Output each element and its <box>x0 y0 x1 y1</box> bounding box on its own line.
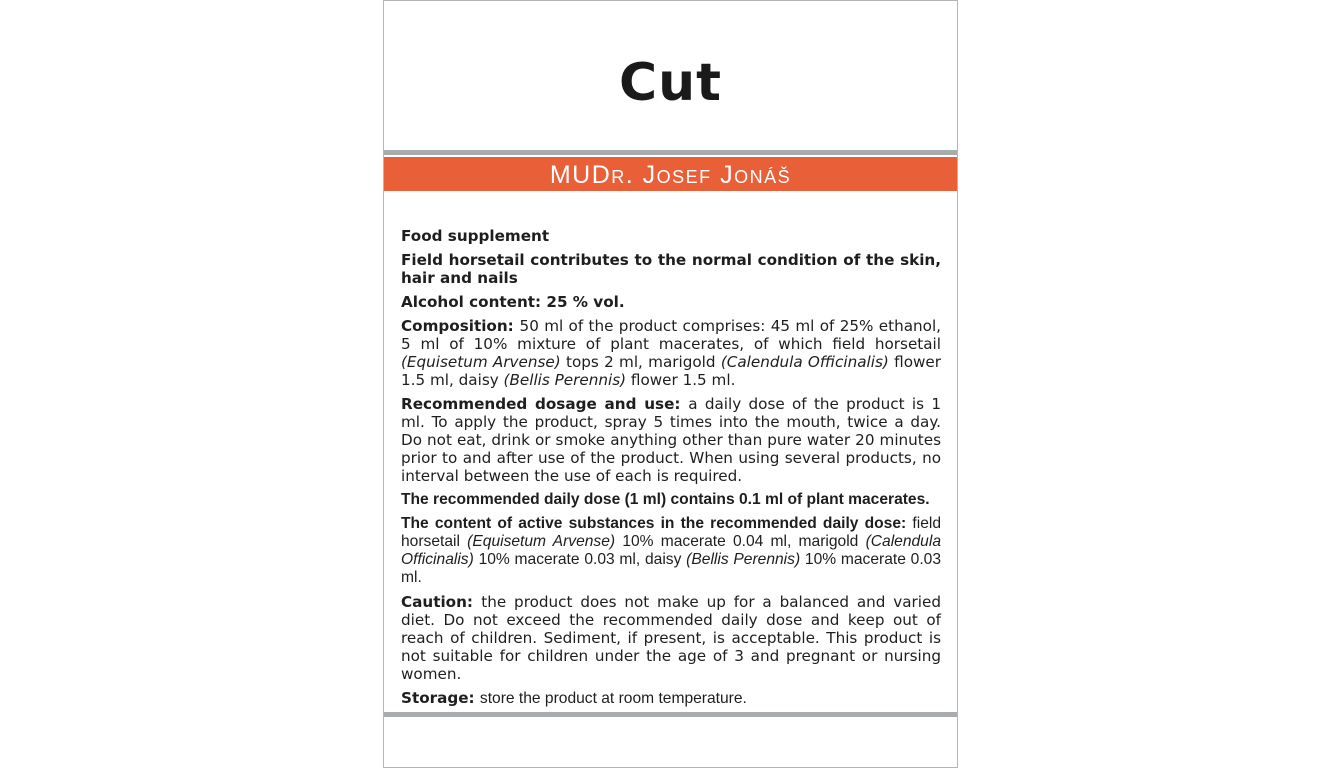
divider-bottom <box>384 712 957 717</box>
label-paragraph <box>401 515 941 587</box>
brand-banner: MUDr. Josef Jonáš <box>384 157 957 191</box>
label-paragraph <box>401 317 941 389</box>
paragraph-text: (Calendula Officinalis) <box>720 353 889 371</box>
label-paragraph <box>401 491 941 509</box>
paragraph-heading: Storage: <box>401 689 480 707</box>
divider-top <box>384 150 957 155</box>
paragraph-text: a daily dose of the product is 1 ml. To apply the product, spray 5 times into the mouth, twice a day. Do not eat, drink or smoke anything other than pure water 20 minutes prior to and after use of the product. When using several products, no interval between the use of each is required. <box>401 395 941 485</box>
paragraph-text: 10% macerate 0.04 ml, marigold <box>615 533 866 550</box>
paragraph-text: field horsetail <box>401 515 941 550</box>
paragraph-heading: The content of active substances in the recommended daily dose: <box>401 515 913 532</box>
paragraph-heading: The recommended daily dose (1 ml) contains 0.1 ml of plant macerates. <box>401 491 930 508</box>
paragraph-text: the product does not make up for a balanced and varied diet. Do not exceed the recommended daily dose and keep out of reach of children. Sediment, if present, is acceptable. This product is not suitable for children under the age of 3 and pregnant or nursing women. <box>401 593 941 683</box>
paragraph-text: flower 1.5 ml, daisy <box>401 353 941 389</box>
paragraph-text: tops 2 ml, marigold <box>560 353 721 371</box>
label-paragraph <box>401 251 941 287</box>
label-text <box>401 227 941 714</box>
paragraph-text: (Bellis Perennis) <box>503 371 627 389</box>
paragraph-text: (Equisetum Arvense) <box>401 353 561 371</box>
label-paragraph <box>401 593 941 683</box>
paragraph-text: store the product at room temperature. <box>479 690 747 707</box>
paragraph-text: 10% macerate 0.03 ml. <box>401 551 942 586</box>
paragraph-text: (Bellis Perennis) <box>686 551 801 568</box>
paragraph-heading: Food supplement <box>401 227 550 245</box>
label-paragraph <box>401 293 941 311</box>
paragraph-heading: Caution: <box>401 593 482 611</box>
paragraph-text: (Equisetum Arvense) <box>467 533 616 550</box>
paragraph-heading: Alcohol content: 25 % vol. <box>401 293 625 311</box>
product-label <box>383 0 958 768</box>
paragraph-heading: Recommended dosage and use: <box>401 395 689 413</box>
paragraph-text: 50 ml of the product comprises: 45 ml of 25% ethanol, 5 ml of 10% mixture of plant macerates, of which field horsetail <box>401 317 941 353</box>
paragraph-text: flower 1.5 ml. <box>626 371 736 389</box>
paragraph-heading: Field horsetail contributes to the normal condition of the skin, hair and nails <box>401 251 941 287</box>
paragraph-heading: Composition: <box>401 317 520 335</box>
label-paragraph <box>401 689 941 708</box>
paragraph-text: (Calendula Officinalis) <box>401 533 941 568</box>
label-paragraph <box>401 227 941 245</box>
product-title: Cut <box>618 53 723 113</box>
label-paragraph <box>401 395 941 485</box>
paragraph-text: 10% macerate 0.03 ml, daisy <box>473 551 687 568</box>
